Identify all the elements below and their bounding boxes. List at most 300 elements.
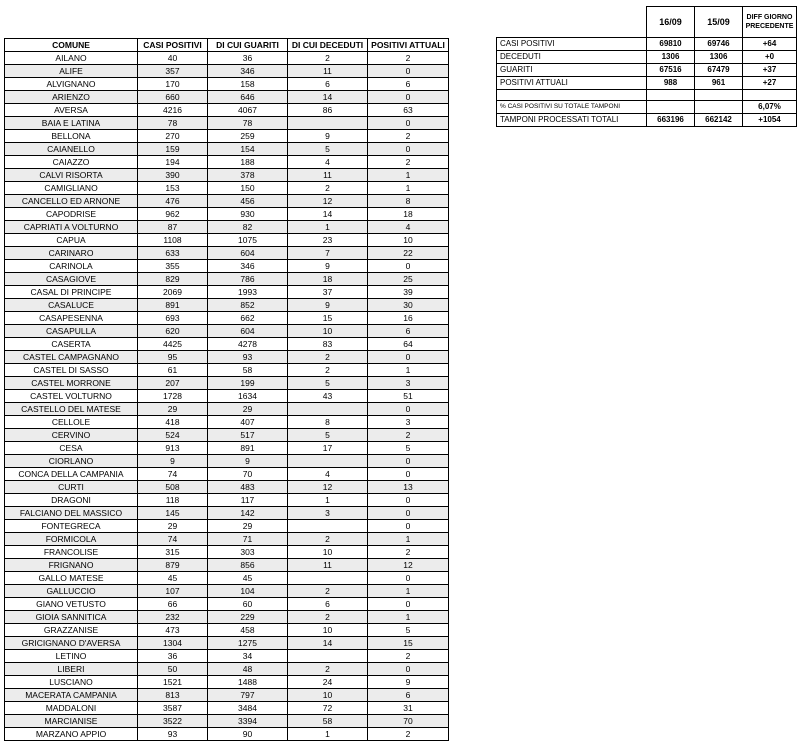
- cell-comune: CANCELLO ED ARNONE: [5, 195, 138, 208]
- table-row: [5, 351, 449, 364]
- pct-value: 6,07%: [743, 101, 797, 114]
- cell-guariti: 856: [208, 559, 288, 572]
- summary-label: POSITIVI ATTUALI: [497, 77, 647, 90]
- cell-casi-positivi: 93: [138, 728, 208, 741]
- comuni-table: [4, 38, 449, 741]
- cell-guariti: 36: [208, 52, 288, 65]
- tamponi-value-2: 662142: [695, 114, 743, 127]
- cell-positivi-attuali: 9: [368, 676, 449, 689]
- cell-guariti: 483: [208, 481, 288, 494]
- cell-guariti: 852: [208, 299, 288, 312]
- table-row: [5, 585, 449, 598]
- cell-comune: LETINO: [5, 650, 138, 663]
- table-row: [5, 468, 449, 481]
- table-row: [5, 572, 449, 585]
- cell-positivi-attuali: 16: [368, 312, 449, 325]
- cell-guariti: 662: [208, 312, 288, 325]
- cell-casi-positivi: 3587: [138, 702, 208, 715]
- cell-comune: CURTI: [5, 481, 138, 494]
- cell-deceduti: 5: [288, 377, 368, 390]
- cell-positivi-attuali: 0: [368, 91, 449, 104]
- cell-comune: CELLOLE: [5, 416, 138, 429]
- summary-date-1: 16/09: [647, 7, 695, 38]
- cell-comune: GIOIA SANNITICA: [5, 611, 138, 624]
- cell-guariti: 117: [208, 494, 288, 507]
- cell-positivi-attuali: 0: [368, 65, 449, 78]
- cell-casi-positivi: 87: [138, 221, 208, 234]
- summary-row: [497, 51, 797, 64]
- summary-diff: +0: [743, 51, 797, 64]
- cell-deceduti: 18: [288, 273, 368, 286]
- cell-deceduti: 11: [288, 169, 368, 182]
- cell-deceduti: 2: [288, 533, 368, 546]
- cell-positivi-attuali: 39: [368, 286, 449, 299]
- cell-casi-positivi: 45: [138, 572, 208, 585]
- cell-comune: MARZANO APPIO: [5, 728, 138, 741]
- summary-tamponi-row: [497, 114, 797, 127]
- cell-positivi-attuali: 0: [368, 403, 449, 416]
- table-row: [5, 78, 449, 91]
- cell-casi-positivi: 159: [138, 143, 208, 156]
- cell-casi-positivi: 524: [138, 429, 208, 442]
- summary-header-row: [497, 7, 797, 38]
- summary-value-1: 69810: [647, 38, 695, 51]
- cell-comune: CAMIGLIANO: [5, 182, 138, 195]
- table-row: [5, 377, 449, 390]
- tamponi-label: TAMPONI PROCESSATI TOTALI: [497, 114, 647, 127]
- header-deceduti: DI CUI DECEDUTI: [288, 39, 368, 52]
- table-row: [5, 481, 449, 494]
- cell-comune: CAPUA: [5, 234, 138, 247]
- summary-date-2: 15/09: [695, 7, 743, 38]
- cell-guariti: 346: [208, 260, 288, 273]
- summary-label: CASI POSITIVI: [497, 38, 647, 51]
- cell-guariti: 29: [208, 403, 288, 416]
- cell-casi-positivi: 3522: [138, 715, 208, 728]
- cell-positivi-attuali: 6: [368, 325, 449, 338]
- cell-casi-positivi: 170: [138, 78, 208, 91]
- cell-deceduti: 2: [288, 182, 368, 195]
- cell-guariti: 259: [208, 130, 288, 143]
- table-row: [5, 234, 449, 247]
- table-row: [5, 494, 449, 507]
- cell-comune: CERVINO: [5, 429, 138, 442]
- cell-deceduti: 14: [288, 637, 368, 650]
- table-row: [5, 104, 449, 117]
- cell-guariti: 45: [208, 572, 288, 585]
- cell-casi-positivi: 355: [138, 260, 208, 273]
- cell-casi-positivi: 633: [138, 247, 208, 260]
- cell-deceduti: 72: [288, 702, 368, 715]
- cell-positivi-attuali: 2: [368, 546, 449, 559]
- cell-deceduti: 58: [288, 715, 368, 728]
- cell-guariti: 786: [208, 273, 288, 286]
- cell-guariti: 34: [208, 650, 288, 663]
- cell-positivi-attuali: 0: [368, 260, 449, 273]
- cell-guariti: 71: [208, 533, 288, 546]
- header-positivi-attuali: POSITIVI ATTUALI: [368, 39, 449, 52]
- cell-comune: CONCA DELLA CAMPANIA: [5, 468, 138, 481]
- cell-guariti: 78: [208, 117, 288, 130]
- cell-positivi-attuali: 1: [368, 585, 449, 598]
- table-row: [5, 195, 449, 208]
- cell-guariti: 82: [208, 221, 288, 234]
- summary-value-1: 988: [647, 77, 695, 90]
- cell-deceduti: 14: [288, 91, 368, 104]
- table-row: [5, 312, 449, 325]
- summary-corner: [497, 7, 647, 38]
- cell-casi-positivi: 74: [138, 468, 208, 481]
- cell-deceduti: 5: [288, 143, 368, 156]
- summary-row: [497, 38, 797, 51]
- cell-positivi-attuali: 15: [368, 637, 449, 650]
- cell-casi-positivi: 145: [138, 507, 208, 520]
- table-row: [5, 364, 449, 377]
- table-row: [5, 286, 449, 299]
- cell-deceduti: [288, 403, 368, 416]
- cell-guariti: 604: [208, 325, 288, 338]
- cell-deceduti: 1: [288, 494, 368, 507]
- cell-casi-positivi: 50: [138, 663, 208, 676]
- cell-casi-positivi: 357: [138, 65, 208, 78]
- table-row: [5, 663, 449, 676]
- table-row: [5, 611, 449, 624]
- cell-guariti: 158: [208, 78, 288, 91]
- cell-guariti: 797: [208, 689, 288, 702]
- table-row: [5, 598, 449, 611]
- cell-casi-positivi: 693: [138, 312, 208, 325]
- cell-casi-positivi: 620: [138, 325, 208, 338]
- cell-deceduti: 37: [288, 286, 368, 299]
- table-row: [5, 403, 449, 416]
- cell-comune: CASAL DI PRINCIPE: [5, 286, 138, 299]
- cell-casi-positivi: 40: [138, 52, 208, 65]
- cell-comune: CASERTA: [5, 338, 138, 351]
- table-row: [5, 299, 449, 312]
- cell-casi-positivi: 879: [138, 559, 208, 572]
- cell-comune: CALVI RISORTA: [5, 169, 138, 182]
- cell-guariti: 604: [208, 247, 288, 260]
- cell-guariti: 346: [208, 65, 288, 78]
- cell-deceduti: 8: [288, 416, 368, 429]
- cell-guariti: 70: [208, 468, 288, 481]
- summary-diff: +37: [743, 64, 797, 77]
- summary-diff: +64: [743, 38, 797, 51]
- cell-casi-positivi: 913: [138, 442, 208, 455]
- cell-comune: CAIANELLO: [5, 143, 138, 156]
- table-row: [5, 156, 449, 169]
- cell-deceduti: 1: [288, 221, 368, 234]
- cell-deceduti: 4: [288, 156, 368, 169]
- cell-positivi-attuali: 22: [368, 247, 449, 260]
- cell-casi-positivi: 29: [138, 520, 208, 533]
- cell-positivi-attuali: 1: [368, 182, 449, 195]
- cell-casi-positivi: 4216: [138, 104, 208, 117]
- cell-casi-positivi: 153: [138, 182, 208, 195]
- cell-casi-positivi: 962: [138, 208, 208, 221]
- cell-deceduti: 11: [288, 65, 368, 78]
- cell-comune: BELLONA: [5, 130, 138, 143]
- summary-value-2: 69746: [695, 38, 743, 51]
- cell-deceduti: 10: [288, 624, 368, 637]
- table-row: [5, 182, 449, 195]
- cell-comune: ARIENZO: [5, 91, 138, 104]
- cell-casi-positivi: 1728: [138, 390, 208, 403]
- cell-comune: BAIA E LATINA: [5, 117, 138, 130]
- cell-comune: CASAPESENNA: [5, 312, 138, 325]
- table-row: [5, 390, 449, 403]
- cell-casi-positivi: 194: [138, 156, 208, 169]
- cell-comune: FONTEGRECA: [5, 520, 138, 533]
- cell-casi-positivi: 95: [138, 351, 208, 364]
- cell-comune: CASTEL MORRONE: [5, 377, 138, 390]
- cell-comune: GALLO MATESE: [5, 572, 138, 585]
- cell-guariti: 1634: [208, 390, 288, 403]
- cell-comune: CASAGIOVE: [5, 273, 138, 286]
- cell-deceduti: 4: [288, 468, 368, 481]
- table-row: [5, 130, 449, 143]
- cell-positivi-attuali: 12: [368, 559, 449, 572]
- cell-guariti: 150: [208, 182, 288, 195]
- cell-comune: CESA: [5, 442, 138, 455]
- cell-positivi-attuali: 0: [368, 598, 449, 611]
- cell-guariti: 1275: [208, 637, 288, 650]
- cell-comune: ALVIGNANO: [5, 78, 138, 91]
- tamponi-diff: +1054: [743, 114, 797, 127]
- cell-guariti: 1993: [208, 286, 288, 299]
- cell-positivi-attuali: 0: [368, 143, 449, 156]
- cell-casi-positivi: 29: [138, 403, 208, 416]
- table-header-row: [5, 39, 449, 52]
- cell-positivi-attuali: 51: [368, 390, 449, 403]
- cell-comune: CARINARO: [5, 247, 138, 260]
- cell-positivi-attuali: 2: [368, 52, 449, 65]
- summary-value-1: 1306: [647, 51, 695, 64]
- cell-guariti: 48: [208, 663, 288, 676]
- pct-label: % CASI POSITIVI SU TOTALE TAMPONI: [497, 101, 647, 114]
- summary-value-1: 67516: [647, 64, 695, 77]
- cell-comune: MADDALONI: [5, 702, 138, 715]
- cell-comune: CASTEL VOLTURNO: [5, 390, 138, 403]
- cell-casi-positivi: 476: [138, 195, 208, 208]
- cell-guariti: 458: [208, 624, 288, 637]
- cell-deceduti: 83: [288, 338, 368, 351]
- table-row: [5, 338, 449, 351]
- cell-comune: GRICIGNANO D'AVERSA: [5, 637, 138, 650]
- cell-guariti: 891: [208, 442, 288, 455]
- cell-positivi-attuali: 25: [368, 273, 449, 286]
- cell-positivi-attuali: 0: [368, 117, 449, 130]
- cell-positivi-attuali: 0: [368, 663, 449, 676]
- cell-deceduti: 2: [288, 663, 368, 676]
- cell-positivi-attuali: 0: [368, 572, 449, 585]
- cell-guariti: 9: [208, 455, 288, 468]
- cell-positivi-attuali: 2: [368, 429, 449, 442]
- cell-comune: FALCIANO DEL MASSICO: [5, 507, 138, 520]
- cell-casi-positivi: 232: [138, 611, 208, 624]
- cell-casi-positivi: 508: [138, 481, 208, 494]
- cell-casi-positivi: 2069: [138, 286, 208, 299]
- table-row: [5, 559, 449, 572]
- summary-row: [497, 77, 797, 90]
- table-row: [5, 533, 449, 546]
- cell-guariti: 4278: [208, 338, 288, 351]
- cell-positivi-attuali: 1: [368, 169, 449, 182]
- table-row: [5, 689, 449, 702]
- cell-positivi-attuali: 64: [368, 338, 449, 351]
- cell-comune: CIORLANO: [5, 455, 138, 468]
- cell-deceduti: 6: [288, 78, 368, 91]
- cell-comune: CASALUCE: [5, 299, 138, 312]
- cell-deceduti: 15: [288, 312, 368, 325]
- cell-casi-positivi: 66: [138, 598, 208, 611]
- cell-guariti: 1488: [208, 676, 288, 689]
- cell-guariti: 29: [208, 520, 288, 533]
- cell-deceduti: [288, 117, 368, 130]
- cell-positivi-attuali: 0: [368, 494, 449, 507]
- cell-guariti: 199: [208, 377, 288, 390]
- cell-comune: GRAZZANISE: [5, 624, 138, 637]
- cell-deceduti: 9: [288, 130, 368, 143]
- cell-positivi-attuali: 8: [368, 195, 449, 208]
- tamponi-value-1: 663196: [647, 114, 695, 127]
- cell-positivi-attuali: 5: [368, 624, 449, 637]
- table-row: [5, 676, 449, 689]
- cell-deceduti: 43: [288, 390, 368, 403]
- cell-positivi-attuali: 2: [368, 650, 449, 663]
- cell-positivi-attuali: 0: [368, 468, 449, 481]
- cell-deceduti: 2: [288, 364, 368, 377]
- cell-comune: CASTEL DI SASSO: [5, 364, 138, 377]
- summary-diff-header: DIFF GIORNO PRECEDENTE: [743, 7, 797, 38]
- cell-casi-positivi: 1108: [138, 234, 208, 247]
- cell-comune: CAPODRISE: [5, 208, 138, 221]
- table-row: [5, 455, 449, 468]
- cell-deceduti: 3: [288, 507, 368, 520]
- cell-casi-positivi: 473: [138, 624, 208, 637]
- cell-deceduti: 10: [288, 689, 368, 702]
- cell-casi-positivi: 1521: [138, 676, 208, 689]
- cell-deceduti: 17: [288, 442, 368, 455]
- table-row: [5, 260, 449, 273]
- cell-positivi-attuali: 2: [368, 130, 449, 143]
- cell-deceduti: [288, 572, 368, 585]
- cell-guariti: 456: [208, 195, 288, 208]
- cell-guariti: 930: [208, 208, 288, 221]
- summary-table: [496, 6, 797, 127]
- table-row: [5, 507, 449, 520]
- cell-positivi-attuali: 5: [368, 442, 449, 455]
- cell-comune: CAIAZZO: [5, 156, 138, 169]
- cell-positivi-attuali: 1: [368, 611, 449, 624]
- cell-casi-positivi: 660: [138, 91, 208, 104]
- cell-comune: MACERATA CAMPANIA: [5, 689, 138, 702]
- table-row: [5, 117, 449, 130]
- cell-comune: FORMICOLA: [5, 533, 138, 546]
- cell-guariti: 378: [208, 169, 288, 182]
- cell-positivi-attuali: 1: [368, 364, 449, 377]
- cell-positivi-attuali: 13: [368, 481, 449, 494]
- cell-deceduti: 7: [288, 247, 368, 260]
- summary-value-2: 67479: [695, 64, 743, 77]
- cell-casi-positivi: 390: [138, 169, 208, 182]
- cell-deceduti: 6: [288, 598, 368, 611]
- cell-deceduti: [288, 455, 368, 468]
- table-row: [5, 325, 449, 338]
- table-row: [5, 208, 449, 221]
- cell-deceduti: 10: [288, 546, 368, 559]
- cell-deceduti: 9: [288, 260, 368, 273]
- cell-deceduti: [288, 650, 368, 663]
- cell-deceduti: 5: [288, 429, 368, 442]
- cell-positivi-attuali: 0: [368, 351, 449, 364]
- cell-casi-positivi: 118: [138, 494, 208, 507]
- cell-positivi-attuali: 0: [368, 455, 449, 468]
- cell-positivi-attuali: 18: [368, 208, 449, 221]
- cell-deceduti: 11: [288, 559, 368, 572]
- cell-positivi-attuali: 6: [368, 689, 449, 702]
- header-comune: COMUNE: [5, 39, 138, 52]
- cell-guariti: 93: [208, 351, 288, 364]
- table-row: [5, 702, 449, 715]
- table-row: [5, 728, 449, 741]
- cell-comune: MARCIANISE: [5, 715, 138, 728]
- cell-guariti: 58: [208, 364, 288, 377]
- cell-deceduti: 10: [288, 325, 368, 338]
- cell-guariti: 229: [208, 611, 288, 624]
- cell-comune: CASTEL CAMPAGNANO: [5, 351, 138, 364]
- cell-deceduti: 2: [288, 585, 368, 598]
- cell-comune: AILANO: [5, 52, 138, 65]
- cell-guariti: 4067: [208, 104, 288, 117]
- cell-positivi-attuali: 10: [368, 234, 449, 247]
- cell-deceduti: 9: [288, 299, 368, 312]
- cell-casi-positivi: 9: [138, 455, 208, 468]
- summary-gap-row: [497, 90, 797, 101]
- cell-comune: ALIFE: [5, 65, 138, 78]
- cell-casi-positivi: 813: [138, 689, 208, 702]
- cell-deceduti: 23: [288, 234, 368, 247]
- cell-guariti: 154: [208, 143, 288, 156]
- cell-casi-positivi: 829: [138, 273, 208, 286]
- cell-positivi-attuali: 3: [368, 416, 449, 429]
- table-row: [5, 624, 449, 637]
- cell-positivi-attuali: 31: [368, 702, 449, 715]
- cell-deceduti: 2: [288, 52, 368, 65]
- table-row: [5, 546, 449, 559]
- cell-guariti: 142: [208, 507, 288, 520]
- cell-positivi-attuali: 70: [368, 715, 449, 728]
- cell-casi-positivi: 207: [138, 377, 208, 390]
- cell-guariti: 517: [208, 429, 288, 442]
- table-row: [5, 429, 449, 442]
- cell-deceduti: 12: [288, 195, 368, 208]
- cell-comune: GIANO VETUSTO: [5, 598, 138, 611]
- cell-positivi-attuali: 63: [368, 104, 449, 117]
- cell-guariti: 407: [208, 416, 288, 429]
- cell-positivi-attuali: 4: [368, 221, 449, 234]
- table-row: [5, 416, 449, 429]
- cell-guariti: 60: [208, 598, 288, 611]
- cell-deceduti: [288, 520, 368, 533]
- cell-positivi-attuali: 0: [368, 507, 449, 520]
- cell-casi-positivi: 4425: [138, 338, 208, 351]
- cell-comune: LIBERI: [5, 663, 138, 676]
- cell-deceduti: 24: [288, 676, 368, 689]
- cell-casi-positivi: 74: [138, 533, 208, 546]
- cell-positivi-attuali: 0: [368, 520, 449, 533]
- cell-comune: CASTELLO DEL MATESE: [5, 403, 138, 416]
